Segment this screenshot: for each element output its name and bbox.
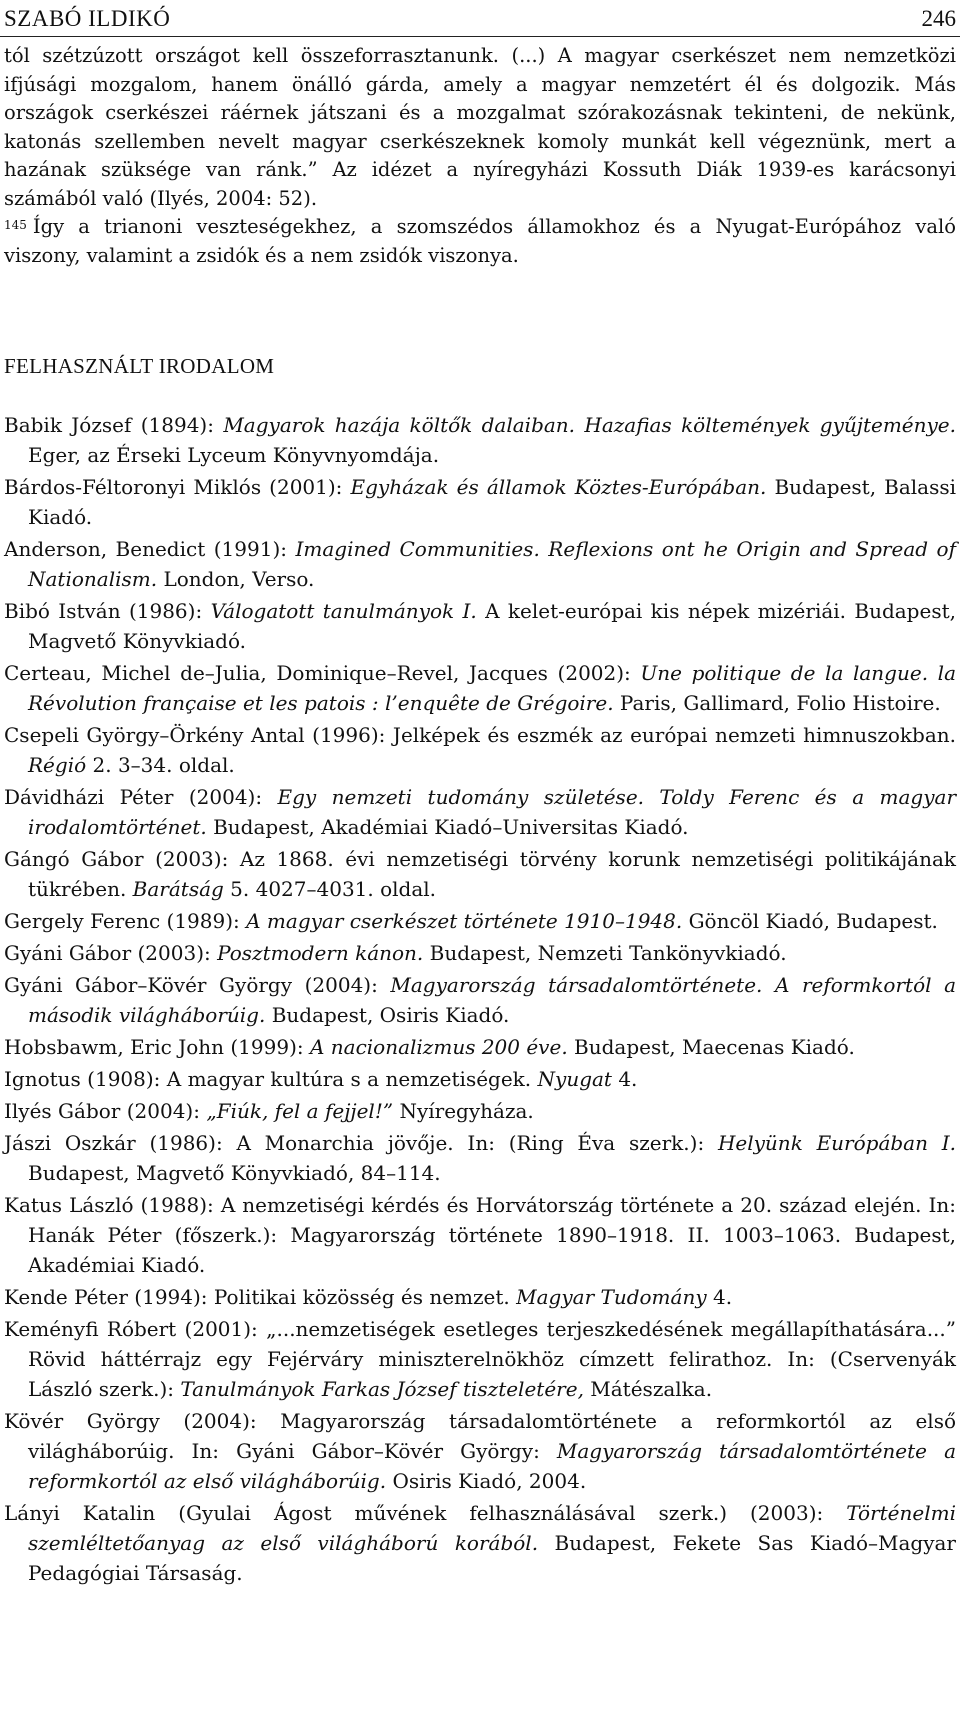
reference-entry bbox=[4, 472, 956, 532]
ref-lead: Gergely Ferenc (1989): bbox=[4, 909, 247, 933]
ref-lead: Csepeli György–Örkény Antal (1996): Jelképek és eszmék az európai nemzeti himnuszokban. bbox=[4, 723, 956, 747]
reference-entry bbox=[4, 1128, 956, 1188]
ref-title: Magyarok hazája költők dalaiban. Hazafias költemények gyűjteménye. bbox=[223, 413, 957, 437]
ref-tail: Eger, az Érseki Lyceum Könyvnyomdája. bbox=[28, 443, 440, 467]
ref-tail: Budapest, Osiris Kiadó. bbox=[265, 1003, 510, 1027]
footnote-145 bbox=[4, 213, 956, 270]
reference-entry bbox=[4, 906, 956, 936]
footnote-number: 145 bbox=[4, 218, 27, 232]
reference-entry bbox=[4, 1282, 956, 1312]
reference-entry bbox=[4, 534, 956, 594]
ref-title: Egyházak és államok Köztes-Európában. bbox=[350, 475, 767, 499]
reference-list bbox=[4, 410, 956, 1588]
ref-lead: Bibó István (1986): bbox=[4, 599, 211, 623]
ref-tail: 4. bbox=[706, 1285, 733, 1309]
reference-entry bbox=[4, 1314, 956, 1404]
footnote-continuation: tól szétzúzott országot kell összeforrasztanunk. (...) A magyar cserkészet nem nemzetközi ifjúsági mozgalom, hanem önálló gárda, amely a magyar nemzetért él és dolgozik. Más országok cserkészei ráérnek játszani és a mozgalmat szórakozásnak tekinteni, de nekünk, katonás szellemben nevelt magyar cserkészeknek komoly munkát kell végeznünk, mert a hazának szüksége van ránk.” Az idézet a nyíregyházi Kossuth Diák 1939-es karácsonyi számából való (Ilyés, 2004: 52). bbox=[4, 44, 956, 210]
ref-title: Helyünk Európában I. bbox=[717, 1131, 956, 1155]
ref-lead: Gyáni Gábor (2003): bbox=[4, 941, 218, 965]
ref-tail: Budapest, Nemzeti Tankönyvkiadó. bbox=[423, 941, 787, 965]
running-header bbox=[0, 0, 960, 37]
section-title: FELHASZNÁLT IRODALOM bbox=[4, 354, 275, 378]
ref-lead: Gángó Gábor (2003): Az 1868. évi nemzetiségi törvény korunk nemzetiségi politikájának tükrében. bbox=[4, 847, 956, 901]
ref-tail: London, Verso. bbox=[157, 567, 315, 591]
ref-lead: Anderson, Benedict (1991): bbox=[4, 537, 296, 561]
ref-tail: Osiris Kiadó, 2004. bbox=[386, 1469, 587, 1493]
ref-title: Posztmodern kánon. bbox=[217, 941, 424, 965]
reference-entry bbox=[4, 1032, 956, 1062]
ref-lead: Keményfi Róbert (2001): „...nemzetiségek esetleges terjeszkedésének megállapíthatására...” Rövid háttérrajz egy Fejérváry miniszterelnökhöz címzett felirathoz. In: (Cservenyák László szerk.): bbox=[4, 1317, 956, 1401]
ref-title: Une politique de la langue. la Révolution française et les patois : l’enquête de Grégoire. bbox=[28, 661, 956, 715]
ref-tail: Göncöl Kiadó, Budapest. bbox=[682, 909, 938, 933]
ref-lead: Hobsbawm, Eric John (1999): bbox=[4, 1035, 310, 1059]
ref-lead: Babik József (1894): bbox=[4, 413, 224, 437]
ref-title: „Fiúk, fel a fejjel!” bbox=[206, 1099, 394, 1123]
ref-lead: Jászi Oszkár (1986): A Monarchia jövője. In: (Ring Éva szerk.): bbox=[4, 1131, 718, 1155]
ref-tail: 4. bbox=[611, 1067, 638, 1091]
reference-entry bbox=[4, 1064, 956, 1094]
ref-lead: Ilyés Gábor (2004): bbox=[4, 1099, 207, 1123]
reference-entry bbox=[4, 1406, 956, 1496]
ref-title: Imagined Communities. Reflexions ont he Origin and Spread of Nationalism. bbox=[28, 537, 956, 591]
ref-tail: Budapest, Magvető Könyvkiadó, 84–114. bbox=[28, 1161, 441, 1185]
ref-tail: Budapest, Fekete Sas Kiadó–Magyar Pedagógiai Társaság. bbox=[28, 1531, 956, 1585]
reference-entry bbox=[4, 970, 956, 1030]
ref-title: Magyar Tudomány bbox=[516, 1285, 707, 1309]
reference-entry bbox=[4, 844, 956, 904]
ref-title: Magyarország társadalomtörténete. A reformkortól a második világháborúig. bbox=[28, 973, 956, 1027]
ref-tail: Budapest, Balassi Kiadó. bbox=[28, 475, 957, 529]
page-number: 246 bbox=[921, 6, 956, 31]
reference-entry bbox=[4, 410, 956, 470]
ref-title: Régió bbox=[28, 753, 87, 777]
reference-entry bbox=[4, 1096, 956, 1126]
ref-title: A magyar cserkészet története 1910–1948. bbox=[246, 909, 683, 933]
ref-tail: 2. 3–34. oldal. bbox=[86, 753, 235, 777]
ref-lead: Bárdos-Féltoronyi Miklós (2001): bbox=[4, 475, 351, 499]
ref-title: Történelmi szemléltetőanyag az első világháború korából. bbox=[28, 1501, 956, 1555]
ref-title: Tanulmányok Farkas József tiszteletére, bbox=[180, 1377, 584, 1401]
reference-entry bbox=[4, 720, 956, 780]
ref-lead: Kövér György (2004): Magyarország társadalomtörténete a reformkortól az első világháborúig. In: Gyáni Gábor–Kövér György: bbox=[4, 1409, 956, 1463]
ref-tail: Budapest, Akadémiai Kiadó–Universitas Kiadó. bbox=[206, 815, 689, 839]
ref-lead: Gyáni Gábor–Kövér György (2004): bbox=[4, 973, 391, 997]
ref-lead: Ignotus (1908): A magyar kultúra s a nemzetiségek. bbox=[4, 1067, 538, 1091]
ref-lead: Certeau, Michel de–Julia, Dominique–Revel, Jacques (2002): bbox=[4, 661, 641, 685]
ref-lead: Katus László (1988): A nemzetiségi kérdés és Horvátország története a 20. század elején. In: Hanák Péter (főszerk.): Magyarország története 1890–1918. II. 1003–1063. Budapest, Akadémiai Kiadó. bbox=[4, 1193, 956, 1277]
ref-tail: A kelet-európai kis népek mizériái. Budapest, Magvető Könyvkiadó. bbox=[28, 599, 956, 653]
reference-entry bbox=[4, 1498, 956, 1588]
page-body bbox=[4, 42, 956, 1590]
reference-entry bbox=[4, 658, 956, 718]
ref-title: Válogatott tanulmányok I. bbox=[210, 599, 477, 623]
ref-tail: Nyíregyháza. bbox=[393, 1099, 534, 1123]
ref-tail: Mátészalka. bbox=[583, 1377, 713, 1401]
ref-tail: Paris, Gallimard, Folio Histoire. bbox=[613, 691, 941, 715]
ref-tail: 5. 4027–4031. oldal. bbox=[223, 877, 437, 901]
ref-title: Nyugat bbox=[537, 1067, 612, 1091]
ref-lead: Kende Péter (1994): Politikai közösség és nemzet. bbox=[4, 1285, 517, 1309]
footnote-text: Így a trianoni veszteségekhez, a szomszédos államokhoz és a Nyugat-Európához való viszony, valamint a zsidók és a nem zsidók viszonya. bbox=[4, 215, 956, 267]
reference-entry bbox=[4, 596, 956, 656]
reference-entry bbox=[4, 938, 956, 968]
reference-entry bbox=[4, 1190, 956, 1280]
ref-title: A nacionalizmus 200 éve. bbox=[309, 1035, 568, 1059]
ref-tail: Budapest, Maecenas Kiadó. bbox=[567, 1035, 855, 1059]
reference-entry bbox=[4, 782, 956, 842]
running-head-author: SZABÓ ILDIKÓ bbox=[4, 6, 171, 31]
ref-title: Barátság bbox=[132, 877, 224, 901]
ref-lead: Lányi Katalin (Gyulai Ágost művének felhasználásával szerk.) (2003): bbox=[4, 1501, 847, 1525]
ref-title: Egy nemzeti tudomány születése. Toldy Ferenc és a magyar irodalomtörténet. bbox=[28, 785, 957, 839]
ref-title: Magyarország társadalomtörténete a reformkortól az első világháborúig. bbox=[28, 1439, 956, 1493]
ref-lead: Dávidházi Péter (2004): bbox=[4, 785, 278, 809]
